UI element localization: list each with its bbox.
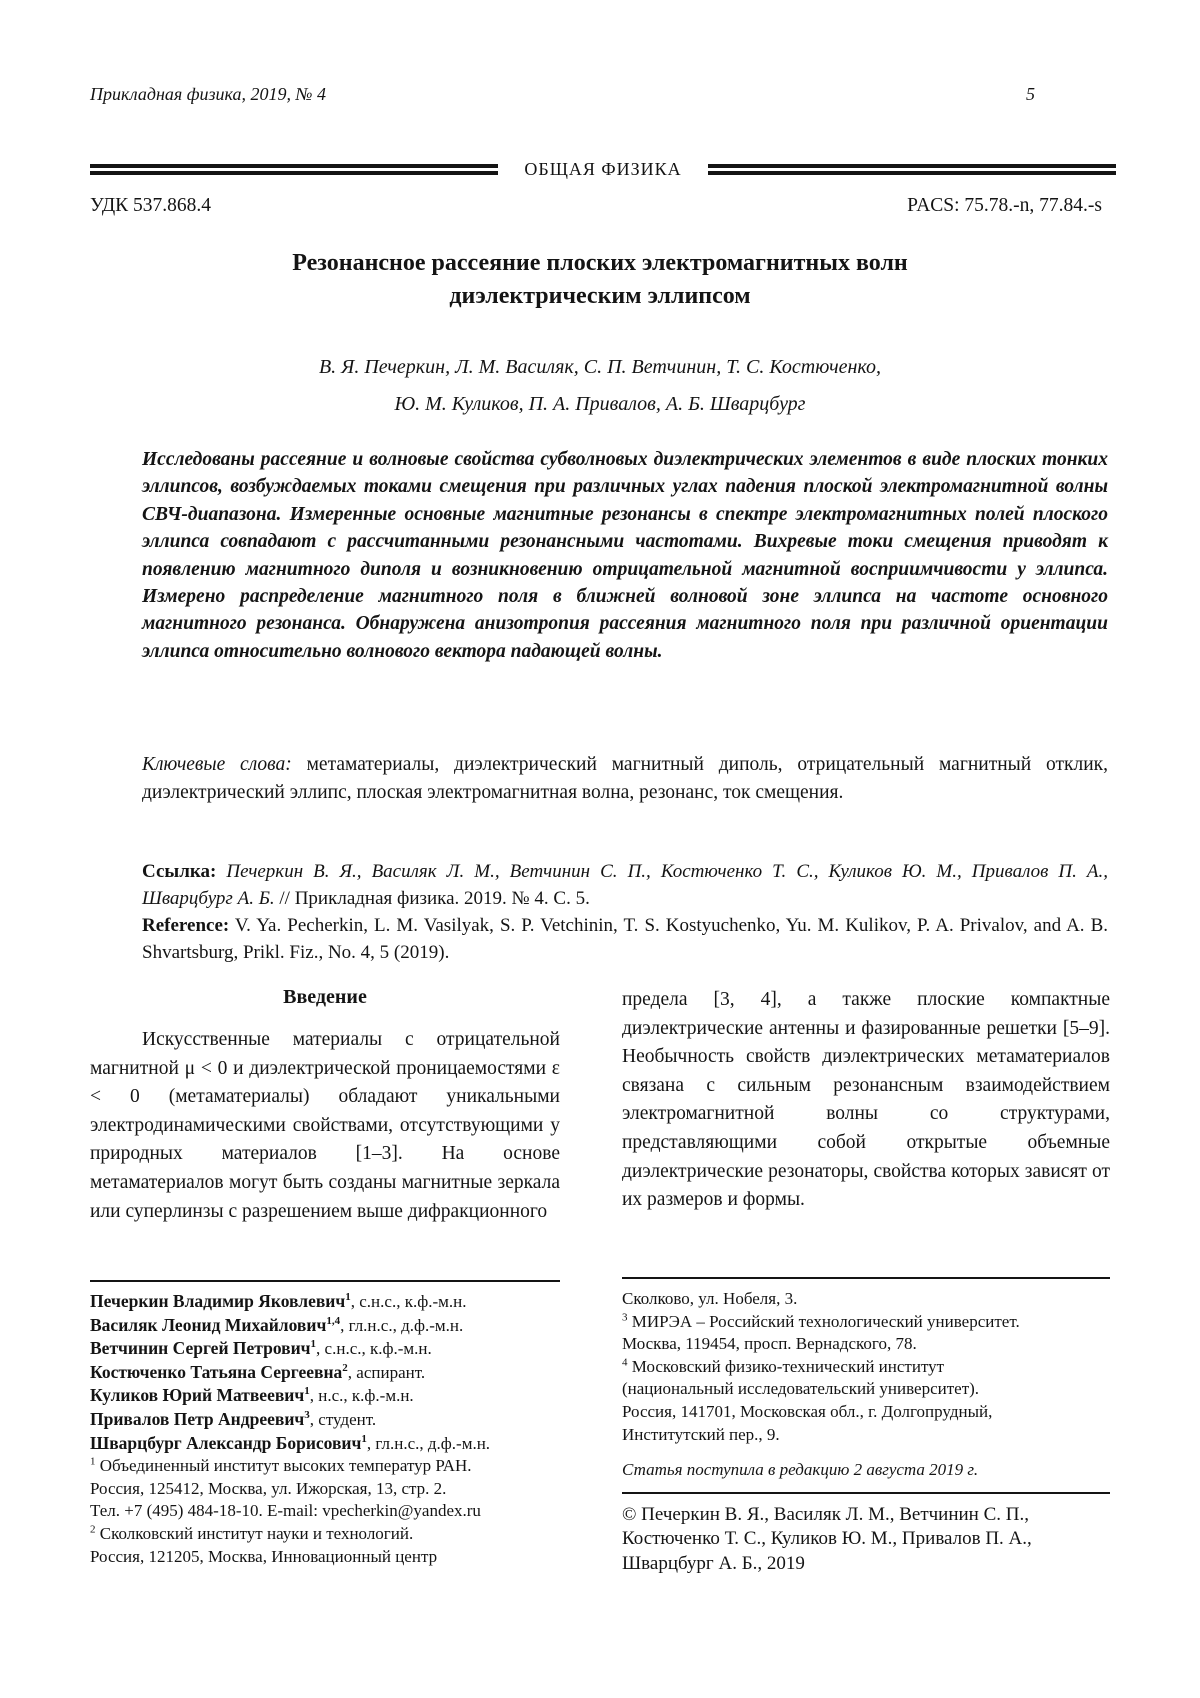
journal-name: Прикладная физика, 2019, № 4 xyxy=(90,84,326,104)
banner-rule-right xyxy=(708,164,1116,175)
copyright-line: Костюченко Т. С., Куликов Ю. М., Привалов П. А., xyxy=(622,1528,1032,1550)
page-number: 5 xyxy=(1026,84,1035,104)
keywords-text: метаматериалы, диэлектрический магнитный диполь, отрицательный магнитный отклик, диэлектрический эллипс, плоская электромагнитная волна, резонанс, ток смещения. xyxy=(142,754,1108,803)
citation-english xyxy=(142,912,1108,966)
column-right xyxy=(622,986,1110,1215)
footnote-author-line: Привалов Петр Андреевич$^3$, студент. xyxy=(90,1408,377,1429)
copyright-line: © Печеркин В. Я., Василяк Л. М., Ветчинин С. П., xyxy=(622,1503,1029,1525)
introduction-heading: Введение xyxy=(283,986,367,1008)
footnote-author-line: Печеркин Владимир Яковлевич$^1$, с.н.с., к.ф.-м.н. xyxy=(90,1291,467,1311)
footnote-affiliation-line: Сколково, ул. Нобеля, 3. xyxy=(622,1289,798,1308)
received-note: Статья поступила в редакцию 2 августа 2019 г. xyxy=(622,1460,979,1480)
author-list-line2: Ю. М. Куликов, П. А. Привалов, А. Б. Шварцбург xyxy=(394,393,806,415)
citation-ru-authors: Печеркин В. Я., Василяк Л. М., Ветчинин С. П., Костюченко Т. С., Куликов Ю. М., Привалов П. А., Шварцбург А. Б. xyxy=(142,861,1108,909)
body-paragraph-left: Искусственные материалы с отрицательной магнитной μ < 0 и диэлектрической проницаемостями ε < 0 (метаматериалы) обладают уникальными электродинамическими свойствами, отсутствующими у природных материалов [1–3]. На основе метаматериалов могут быть созданы магнитные зеркала или суперлинзы с разрешением выше дифракционного xyxy=(90,1029,560,1222)
banner-rule-left xyxy=(90,164,498,175)
footnote-author-line: Шварцбург Александр Борисович$^1$, гл.н.с., д.ф.-м.н. xyxy=(90,1432,491,1453)
footnote-author-line: Куликов Юрий Матвеевич$^1$, н.с., к.ф.-м.н. xyxy=(90,1385,414,1406)
footnote-affiliation-line: Институтский пер., 9. xyxy=(622,1424,780,1444)
footnote-block-right xyxy=(622,1277,1110,1577)
citation-ru-rest: // Прикладная физика. 2019. № 4. С. 5. xyxy=(274,888,590,909)
pacs-code: PACS: 75.78.-n, 77.84.-s xyxy=(907,195,1102,216)
citation-en-label: Reference: xyxy=(142,915,230,936)
footnote-author-line: Костюченко Татьяна Сергеевна$^2$, аспирант. xyxy=(90,1361,426,1382)
footnote-affiliation-line: Тел. +7 (495) 484-18-10. E-mail: vpecherkin@yandex.ru xyxy=(90,1501,481,1521)
citation-ru-label: Ссылка: xyxy=(142,861,217,882)
footnote-author-lines xyxy=(90,1290,560,1455)
footnote-affiliation-line: $^1$ Объединенный институт высоких температур РАН. xyxy=(90,1455,472,1476)
article-title-line1: Резонансное рассеяние плоских электромагнитных волн xyxy=(292,250,908,276)
footnote-block-left xyxy=(90,1280,560,1568)
section-banner-title: ОБЩАЯ ФИЗИКА xyxy=(524,159,682,179)
running-header xyxy=(90,84,1035,105)
author-list-line1: В. Я. Печеркин, Л. М. Василяк, С. П. Ветчинин, Т. С. Костюченко, xyxy=(318,356,882,378)
footnote-affiliation-line: $^4$ Московский физико-технический институт xyxy=(622,1356,945,1376)
author-list xyxy=(90,349,1110,423)
copyright-block xyxy=(622,1492,1110,1577)
footnote-right-lines xyxy=(622,1288,1110,1446)
footnote-affiliation-line: $^3$ МИРЭА – Российский технологический университет. xyxy=(622,1310,1020,1331)
footnote-affiliation-line: Россия, 121205, Москва, Инновационный центр xyxy=(90,1546,438,1566)
footnote-affiliation-line: Москва, 119454, просп. Вернадского, 78. xyxy=(622,1334,917,1354)
footnote-author-line: Ветчинин Сергей Петрович$^1$, с.н.с., к.ф.-м.н. xyxy=(90,1338,432,1359)
footnote-affil-lines xyxy=(90,1455,560,1568)
article-title-line2: диэлектрическим эллипсом xyxy=(449,283,751,309)
footnote-affiliation-line: $^2$ Сколковский институт науки и технологий. xyxy=(90,1523,414,1543)
citation-en-text: V. Ya. Pecherkin, L. M. Vasilyak, S. P. Vetchinin, T. S. Kostyuchenko, Yu. M. Kulikov, P. A. Privalov, and A. B. Shvartsburg, Prikl. Fiz., No. 4, 5 (2019). xyxy=(142,915,1108,963)
body-paragraph-right: предела [3, 4], а также плоские компактные диэлектрические антенны и фазированные решетки [5–9]. Необычность свойств диэлектрических метаматериалов связана с сильным резонансным взаимодействием электромагнитной волны со структурами, представляющими собой открытые объемные диэлектрические резонаторы, свойства которых зависят от их размеров и формы. xyxy=(622,989,1110,1211)
classification-row xyxy=(90,195,1102,217)
footnote-affiliation-line: Россия, 141701, Московская обл., г. Долгопрудный, xyxy=(622,1401,993,1421)
abstract xyxy=(142,446,1108,665)
copyright-line: Шварцбург А. Б., 2019 xyxy=(622,1552,805,1574)
footnote-affiliation-line: (национальный исследовательский университет). xyxy=(622,1379,980,1399)
citation-russian xyxy=(142,858,1108,912)
footnote-affiliation-line: Россия, 125412, Москва, ул. Ижорская, 13, стр. 2. xyxy=(90,1478,447,1498)
keywords xyxy=(142,751,1108,806)
keywords-label: Ключевые слова: xyxy=(142,754,292,775)
article-title xyxy=(90,247,1110,313)
section-banner xyxy=(90,159,1116,180)
footnote-author-line: Василяк Леонид Михайлович$^{1,4}$, гл.н.с., д.ф.-м.н. xyxy=(90,1314,464,1335)
abstract-text: Исследованы рассеяние и волновые свойства субволновых диэлектрических элементов в виде плоских тонких эллипсов, возбуждаемых токами смещения при различных углах падения плоской электромагнитной волны СВЧ-диапазона. Измеренные основные магнитные резонансы в спектре электромагнитных полей плоского эллипса совпадают с рассчитанными резонансными частотами. Вихревые токи смещения приводят к появлению магнитного диполя и возникновению отрицательной магнитной восприимчивости у эллипса. Измерено распределение магнитного поля в ближней волновой зоне эллипса на частоте основного магнитного резонанса. Обнаружена анизотропия рассеяния магнитного поля при различной ориентации эллипса относительно волнового вектора падающей волны. xyxy=(142,449,1108,662)
udc-code: УДК 537.868.4 xyxy=(90,195,212,216)
column-left xyxy=(90,986,560,1226)
